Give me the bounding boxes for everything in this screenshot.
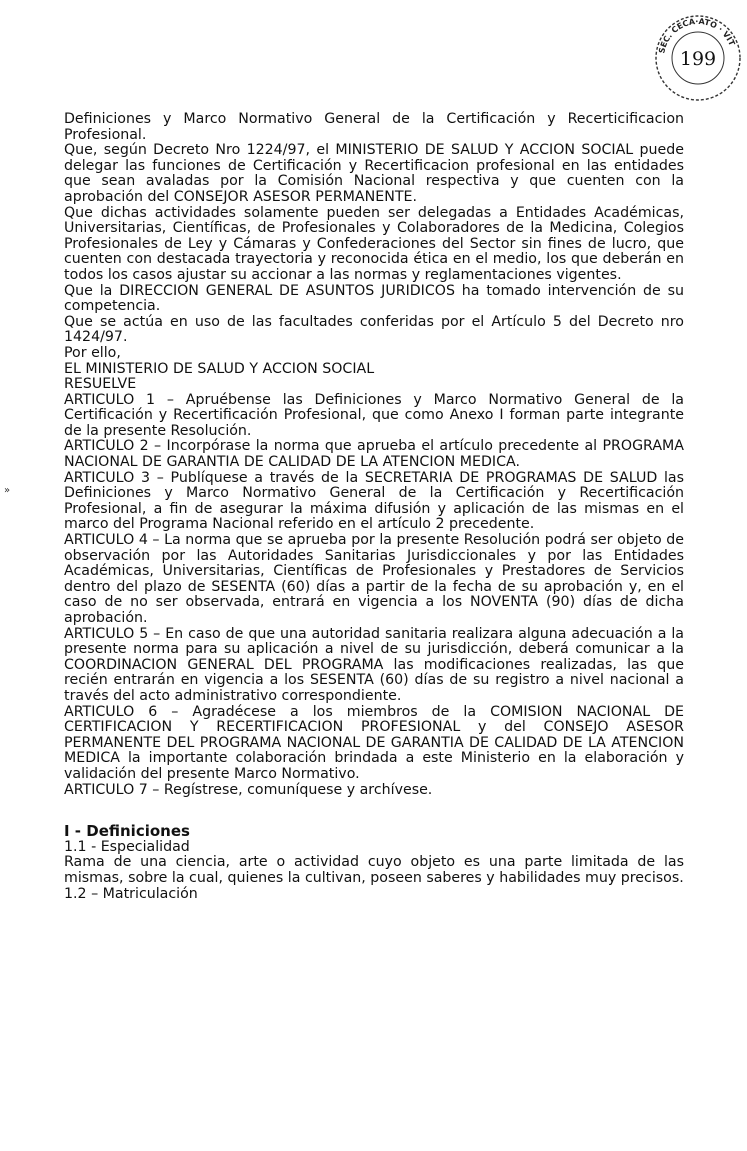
articulo-4: ARTICULO 4 – La norma que se aprueba por la presente Resolución podrá ser objeto de observación por las Autoridades Sanitarias Jurisdiccionales y por las Entidades Académicas, Universitarias, Científicas de Profesionales y Prestadores de Servicios dentro del plazo de SESENTA (60) días a partir de la fecha de su aprobación y, en el caso de no ser observada, entrará en vigencia a los NOVENTA (90) días de dicha aprobación. [64, 532, 684, 626]
definition-text: Rama de una ciencia, arte o actividad cuyo objeto es una parte limitada de las mismas, sobre la cual, quienes la cultivan, poseen saberes y habilidades muy precisos. [64, 854, 684, 886]
official-seal-stamp [652, 12, 744, 104]
resolution-body [64, 112, 684, 902]
paragraph-decreto: Que, según Decreto Nro 1224/97, el MINISTERIO DE SALUD Y ACCION SOCIAL puede delegar las funciones de Certificación y Recertificacion profesional en las entidades que sean avaladas por la Comisión Nacional respectiva y que cuenten con la aprobación del CONSEJOR ASESOR PERMANENTE. [64, 142, 684, 205]
paragraph-intro: Definiciones y Marco Normativo General de la Certificación y Recerticificacion Profesional. [64, 111, 684, 143]
definition-heading: 1.2 – Matriculación [64, 885, 198, 902]
paragraph-ministerio: EL MINISTERIO DE SALUD Y ACCION SOCIAL [64, 360, 375, 377]
stamp-number: 199 [679, 48, 717, 70]
section-title: I - Definiciones [64, 822, 190, 841]
paragraph-entidades: Que dichas actividades solamente pueden ser delegadas a Entidades Académicas, Universitarias, Científicas, de Profesionales y Colaboradores de la Medicina, Colegios Profesionales de Ley y Cámaras y Confederaciones del Sector sin fines de lucro, que cuenten con destacada trayectoria y reconocida ética en el medio, los que deberán en todos los casos ajustar su accionar a las normas y reglamentaciones vigentes. [64, 204, 684, 283]
articulo-1: ARTICULO 1 – Apruébense las Definiciones y Marco Normativo General de la Certificación y Recertificación Profesional, que como Anexo I forman parte integrante de la presente Resolución. [64, 391, 684, 439]
articulo-7: ARTICULO 7 – Regístrese, comuníquese y archívese. [64, 781, 433, 798]
articulo-2: ARTICULO 2 – Incorpórase la norma que aprueba el artículo precedente al PROGRAMA NACIONAL DE GARANTIA DE CALIDAD DE LA ATENCION MEDICA. [64, 438, 684, 471]
paragraph-asuntos-juridicos: Que la DIRECCION GENERAL DE ASUNTOS JURIDICOS ha tomado intervención de su competencia. [64, 282, 684, 315]
margin-mark: » [4, 485, 11, 496]
seal-icon [652, 12, 744, 104]
definition-heading: 1.1 - Especialidad [64, 838, 190, 855]
articulo-5: ARTICULO 5 – En caso de que una autoridad sanitaria realizara alguna adecuación a la presente norma para su aplicación a nivel de su jurisdicción, deberá comunicar a la COORDINACION GENERAL DEL PROGRAMA las modificaciones realizadas, las que recién entrarán en vigencia a los SESENTA (60) días de su registro a nivel nacional a través del acto administrativo correspondiente. [64, 625, 684, 704]
svg-text:SEC. CECA·ATO · VIT: SEC. CECA·ATO · VIT [657, 16, 737, 55]
articulo-3: ARTICULO 3 – Publíquese a través de la SECRETARIA DE PROGRAMAS DE SALUD las Definiciones y Marco Normativo General de la Certificación y Recertificación Profesional, a fin de asegurar la máxima difusión y aplicación de las mismas en el marco del Programa Nacional referido en el artículo 2 precedente. [64, 469, 684, 533]
articulo-6: ARTICULO 6 – Agradécese a los miembros de la COMISION NACIONAL DE CERTIFICACION Y RECERTIFICACION PROFESIONAL y del CONSEJO ASESOR PERMANENTE DEL PROGRAMA NACIONAL DE GARANTIA DE CALIDAD DE LA ATENCION MEDICA la importante colaboración brindada a este Ministerio en la elaboración y validación del presente Marco Normativo. [64, 703, 684, 782]
paragraph-facultades: Que se actúa en uso de las facultades conferidas por el Artículo 5 del Decreto nro 1424/97. [64, 313, 684, 346]
paragraph-por-ello: Por ello, [64, 344, 121, 361]
paragraph-resuelve: RESUELVE [64, 376, 137, 393]
